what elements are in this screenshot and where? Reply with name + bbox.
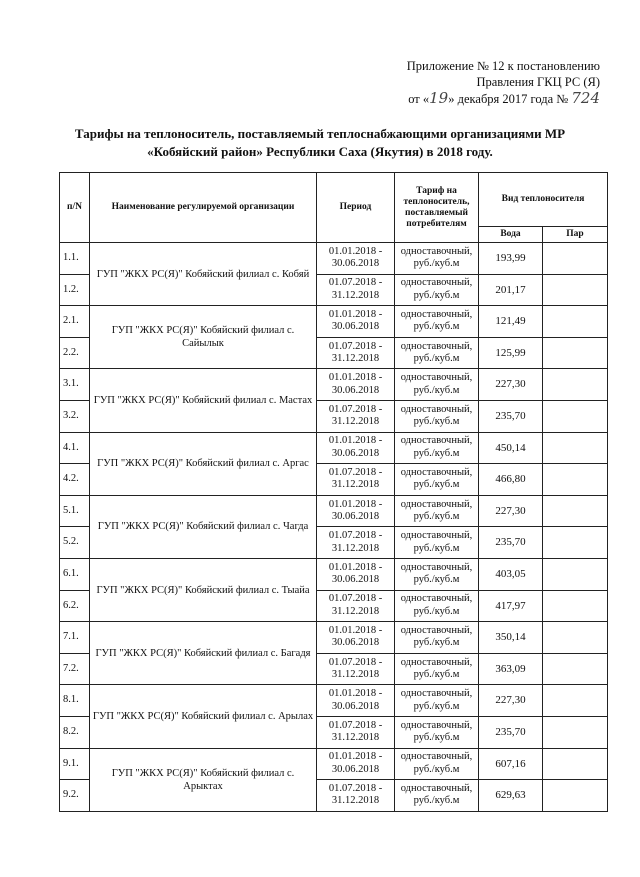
title-line-1: Тарифы на теплоноситель, поставляемый теплоснабжающими организациями МР <box>74 126 566 141</box>
steam-tariff-cell <box>543 716 608 748</box>
organization-cell: ГУП "ЖКХ РС(Я)" Кобяйский филиал с. Арылах <box>90 685 317 748</box>
water-tariff-cell: 201,17 <box>479 274 543 306</box>
tariff-type-cell: одноставочный, руб./куб.м <box>395 653 479 685</box>
header-tariff: Тариф на теплоноситель, поставляемый потребителям <box>395 173 479 243</box>
water-tariff-cell: 227,30 <box>479 685 543 717</box>
appendix-date-mid: » декабря 2017 года № <box>448 92 569 106</box>
tariff-type-cell: одноставочный, руб./куб.м <box>395 780 479 812</box>
tariff-type-cell: одноставочный, руб./куб.м <box>395 527 479 559</box>
steam-tariff-cell <box>543 748 608 780</box>
period-cell: 01.07.2018 - 31.12.2018 <box>317 337 395 369</box>
period-cell: 01.07.2018 - 31.12.2018 <box>317 464 395 496</box>
tariff-type-cell: одноставочный, руб./куб.м <box>395 590 479 622</box>
row-number-cell: 8.2. <box>60 716 90 748</box>
period-cell: 01.07.2018 - 31.12.2018 <box>317 274 395 306</box>
header-steam: Пар <box>543 227 608 243</box>
steam-tariff-cell <box>543 306 608 338</box>
appendix-line-1: Приложение № 12 к постановлению <box>406 59 600 73</box>
period-cell: 01.07.2018 - 31.12.2018 <box>317 527 395 559</box>
period-cell: 01.07.2018 - 31.12.2018 <box>317 400 395 432</box>
appendix-date-prefix: от « <box>408 92 430 106</box>
water-tariff-cell: 235,70 <box>479 400 543 432</box>
tariff-table <box>59 172 608 812</box>
tariff-type-cell: одноставочный, руб./куб.м <box>395 495 479 527</box>
organization-cell: ГУП "ЖКХ РС(Я)" Кобяйский филиал с. Мастах <box>90 369 317 432</box>
table-row <box>60 243 608 275</box>
steam-tariff-cell <box>543 369 608 401</box>
header-water: Вода <box>479 227 543 243</box>
steam-tariff-cell <box>543 495 608 527</box>
water-tariff-cell: 350,14 <box>479 622 543 654</box>
table-row <box>60 622 608 654</box>
period-cell: 01.01.2018 - 30.06.2018 <box>317 306 395 338</box>
tariff-type-cell: одноставочный, руб./куб.м <box>395 243 479 275</box>
row-number-cell: 5.1. <box>60 495 90 527</box>
tariff-type-cell: одноставочный, руб./куб.м <box>395 622 479 654</box>
row-number-cell: 2.1. <box>60 306 90 338</box>
handwritten-number: 724 <box>571 89 600 107</box>
title-line-2: «Кобяйский район» Республики Саха (Якутия) в 2018 году. <box>147 144 493 159</box>
water-tariff-cell: 227,30 <box>479 369 543 401</box>
row-number-cell: 4.2. <box>60 464 90 496</box>
steam-tariff-cell <box>543 337 608 369</box>
steam-tariff-cell <box>543 432 608 464</box>
water-tariff-cell: 466,80 <box>479 464 543 496</box>
water-tariff-cell: 363,09 <box>479 653 543 685</box>
organization-cell: ГУП "ЖКХ РС(Я)" Кобяйский филиал с. Арыктах <box>90 748 317 811</box>
steam-tariff-cell <box>543 685 608 717</box>
steam-tariff-cell <box>543 274 608 306</box>
row-number-cell: 5.2. <box>60 527 90 559</box>
table-row <box>60 558 608 590</box>
table-row <box>60 495 608 527</box>
water-tariff-cell: 607,16 <box>479 748 543 780</box>
steam-tariff-cell <box>543 653 608 685</box>
water-tariff-cell: 450,14 <box>479 432 543 464</box>
steam-tariff-cell <box>543 464 608 496</box>
table-row <box>60 432 608 464</box>
tariff-type-cell: одноставочный, руб./куб.м <box>395 748 479 780</box>
row-number-cell: 6.1. <box>60 558 90 590</box>
water-tariff-cell: 629,63 <box>479 780 543 812</box>
row-number-cell: 4.1. <box>60 432 90 464</box>
header-org: Наименование регулируемой организации <box>90 173 317 243</box>
header-type: Вид теплоносителя <box>479 173 608 227</box>
period-cell: 01.01.2018 - 30.06.2018 <box>317 432 395 464</box>
handwritten-day: 19 <box>429 89 449 107</box>
period-cell: 01.07.2018 - 31.12.2018 <box>317 590 395 622</box>
water-tariff-cell: 403,05 <box>479 558 543 590</box>
period-cell: 01.07.2018 - 31.12.2018 <box>317 653 395 685</box>
appendix-line-3 <box>340 90 600 107</box>
table-body <box>60 243 608 812</box>
tariff-type-cell: одноставочный, руб./куб.м <box>395 432 479 464</box>
period-cell: 01.01.2018 - 30.06.2018 <box>317 685 395 717</box>
steam-tariff-cell <box>543 590 608 622</box>
tariff-type-cell: одноставочный, руб./куб.м <box>395 306 479 338</box>
organization-cell: ГУП "ЖКХ РС(Я)" Кобяйский филиал с. Тыайа <box>90 558 317 621</box>
row-number-cell: 9.2. <box>60 780 90 812</box>
water-tariff-cell: 121,49 <box>479 306 543 338</box>
document-title <box>40 125 600 161</box>
water-tariff-cell: 417,97 <box>479 590 543 622</box>
period-cell: 01.07.2018 - 31.12.2018 <box>317 780 395 812</box>
organization-cell: ГУП "ЖКХ РС(Я)" Кобяйский филиал с. Аргас <box>90 432 317 495</box>
tariff-type-cell: одноставочный, руб./куб.м <box>395 337 479 369</box>
period-cell: 01.01.2018 - 30.06.2018 <box>317 622 395 654</box>
row-number-cell: 7.2. <box>60 653 90 685</box>
row-number-cell: 1.1. <box>60 243 90 275</box>
table-header-row <box>60 173 608 227</box>
steam-tariff-cell <box>543 780 608 812</box>
tariff-type-cell: одноставочный, руб./куб.м <box>395 716 479 748</box>
tariff-type-cell: одноставочный, руб./куб.м <box>395 464 479 496</box>
table-row <box>60 306 608 338</box>
appendix-line-2: Правления ГКЦ РС (Я) <box>476 75 600 89</box>
table-row <box>60 369 608 401</box>
row-number-cell: 6.2. <box>60 590 90 622</box>
organization-cell: ГУП "ЖКХ РС(Я)" Кобяйский филиал с. Багадя <box>90 622 317 685</box>
table-row <box>60 685 608 717</box>
row-number-cell: 2.2. <box>60 337 90 369</box>
header-num: п/N <box>60 173 90 243</box>
organization-cell: ГУП "ЖКХ РС(Я)" Кобяйский филиал с. Кобяй <box>90 243 317 306</box>
row-number-cell: 9.1. <box>60 748 90 780</box>
period-cell: 01.07.2018 - 31.12.2018 <box>317 716 395 748</box>
organization-cell: ГУП "ЖКХ РС(Я)" Кобяйский филиал с. Чагда <box>90 495 317 558</box>
steam-tariff-cell <box>543 527 608 559</box>
row-number-cell: 3.1. <box>60 369 90 401</box>
tariff-type-cell: одноставочный, руб./куб.м <box>395 685 479 717</box>
table-row <box>60 748 608 780</box>
water-tariff-cell: 227,30 <box>479 495 543 527</box>
steam-tariff-cell <box>543 400 608 432</box>
header-period: Период <box>317 173 395 243</box>
row-number-cell: 1.2. <box>60 274 90 306</box>
water-tariff-cell: 193,99 <box>479 243 543 275</box>
period-cell: 01.01.2018 - 30.06.2018 <box>317 495 395 527</box>
period-cell: 01.01.2018 - 30.06.2018 <box>317 748 395 780</box>
tariff-type-cell: одноставочный, руб./куб.м <box>395 274 479 306</box>
tariff-type-cell: одноставочный, руб./куб.м <box>395 369 479 401</box>
tariff-type-cell: одноставочный, руб./куб.м <box>395 400 479 432</box>
row-number-cell: 3.2. <box>60 400 90 432</box>
period-cell: 01.01.2018 - 30.06.2018 <box>317 369 395 401</box>
row-number-cell: 7.1. <box>60 622 90 654</box>
tariff-type-cell: одноставочный, руб./куб.м <box>395 558 479 590</box>
water-tariff-cell: 235,70 <box>479 716 543 748</box>
water-tariff-cell: 235,70 <box>479 527 543 559</box>
organization-cell: ГУП "ЖКХ РС(Я)" Кобяйский филиал с. Сайылык <box>90 306 317 369</box>
steam-tariff-cell <box>543 622 608 654</box>
period-cell: 01.01.2018 - 30.06.2018 <box>317 558 395 590</box>
steam-tariff-cell <box>543 243 608 275</box>
period-cell: 01.01.2018 - 30.06.2018 <box>317 243 395 275</box>
row-number-cell: 8.1. <box>60 685 90 717</box>
water-tariff-cell: 125,99 <box>479 337 543 369</box>
appendix-header <box>340 58 600 107</box>
steam-tariff-cell <box>543 558 608 590</box>
